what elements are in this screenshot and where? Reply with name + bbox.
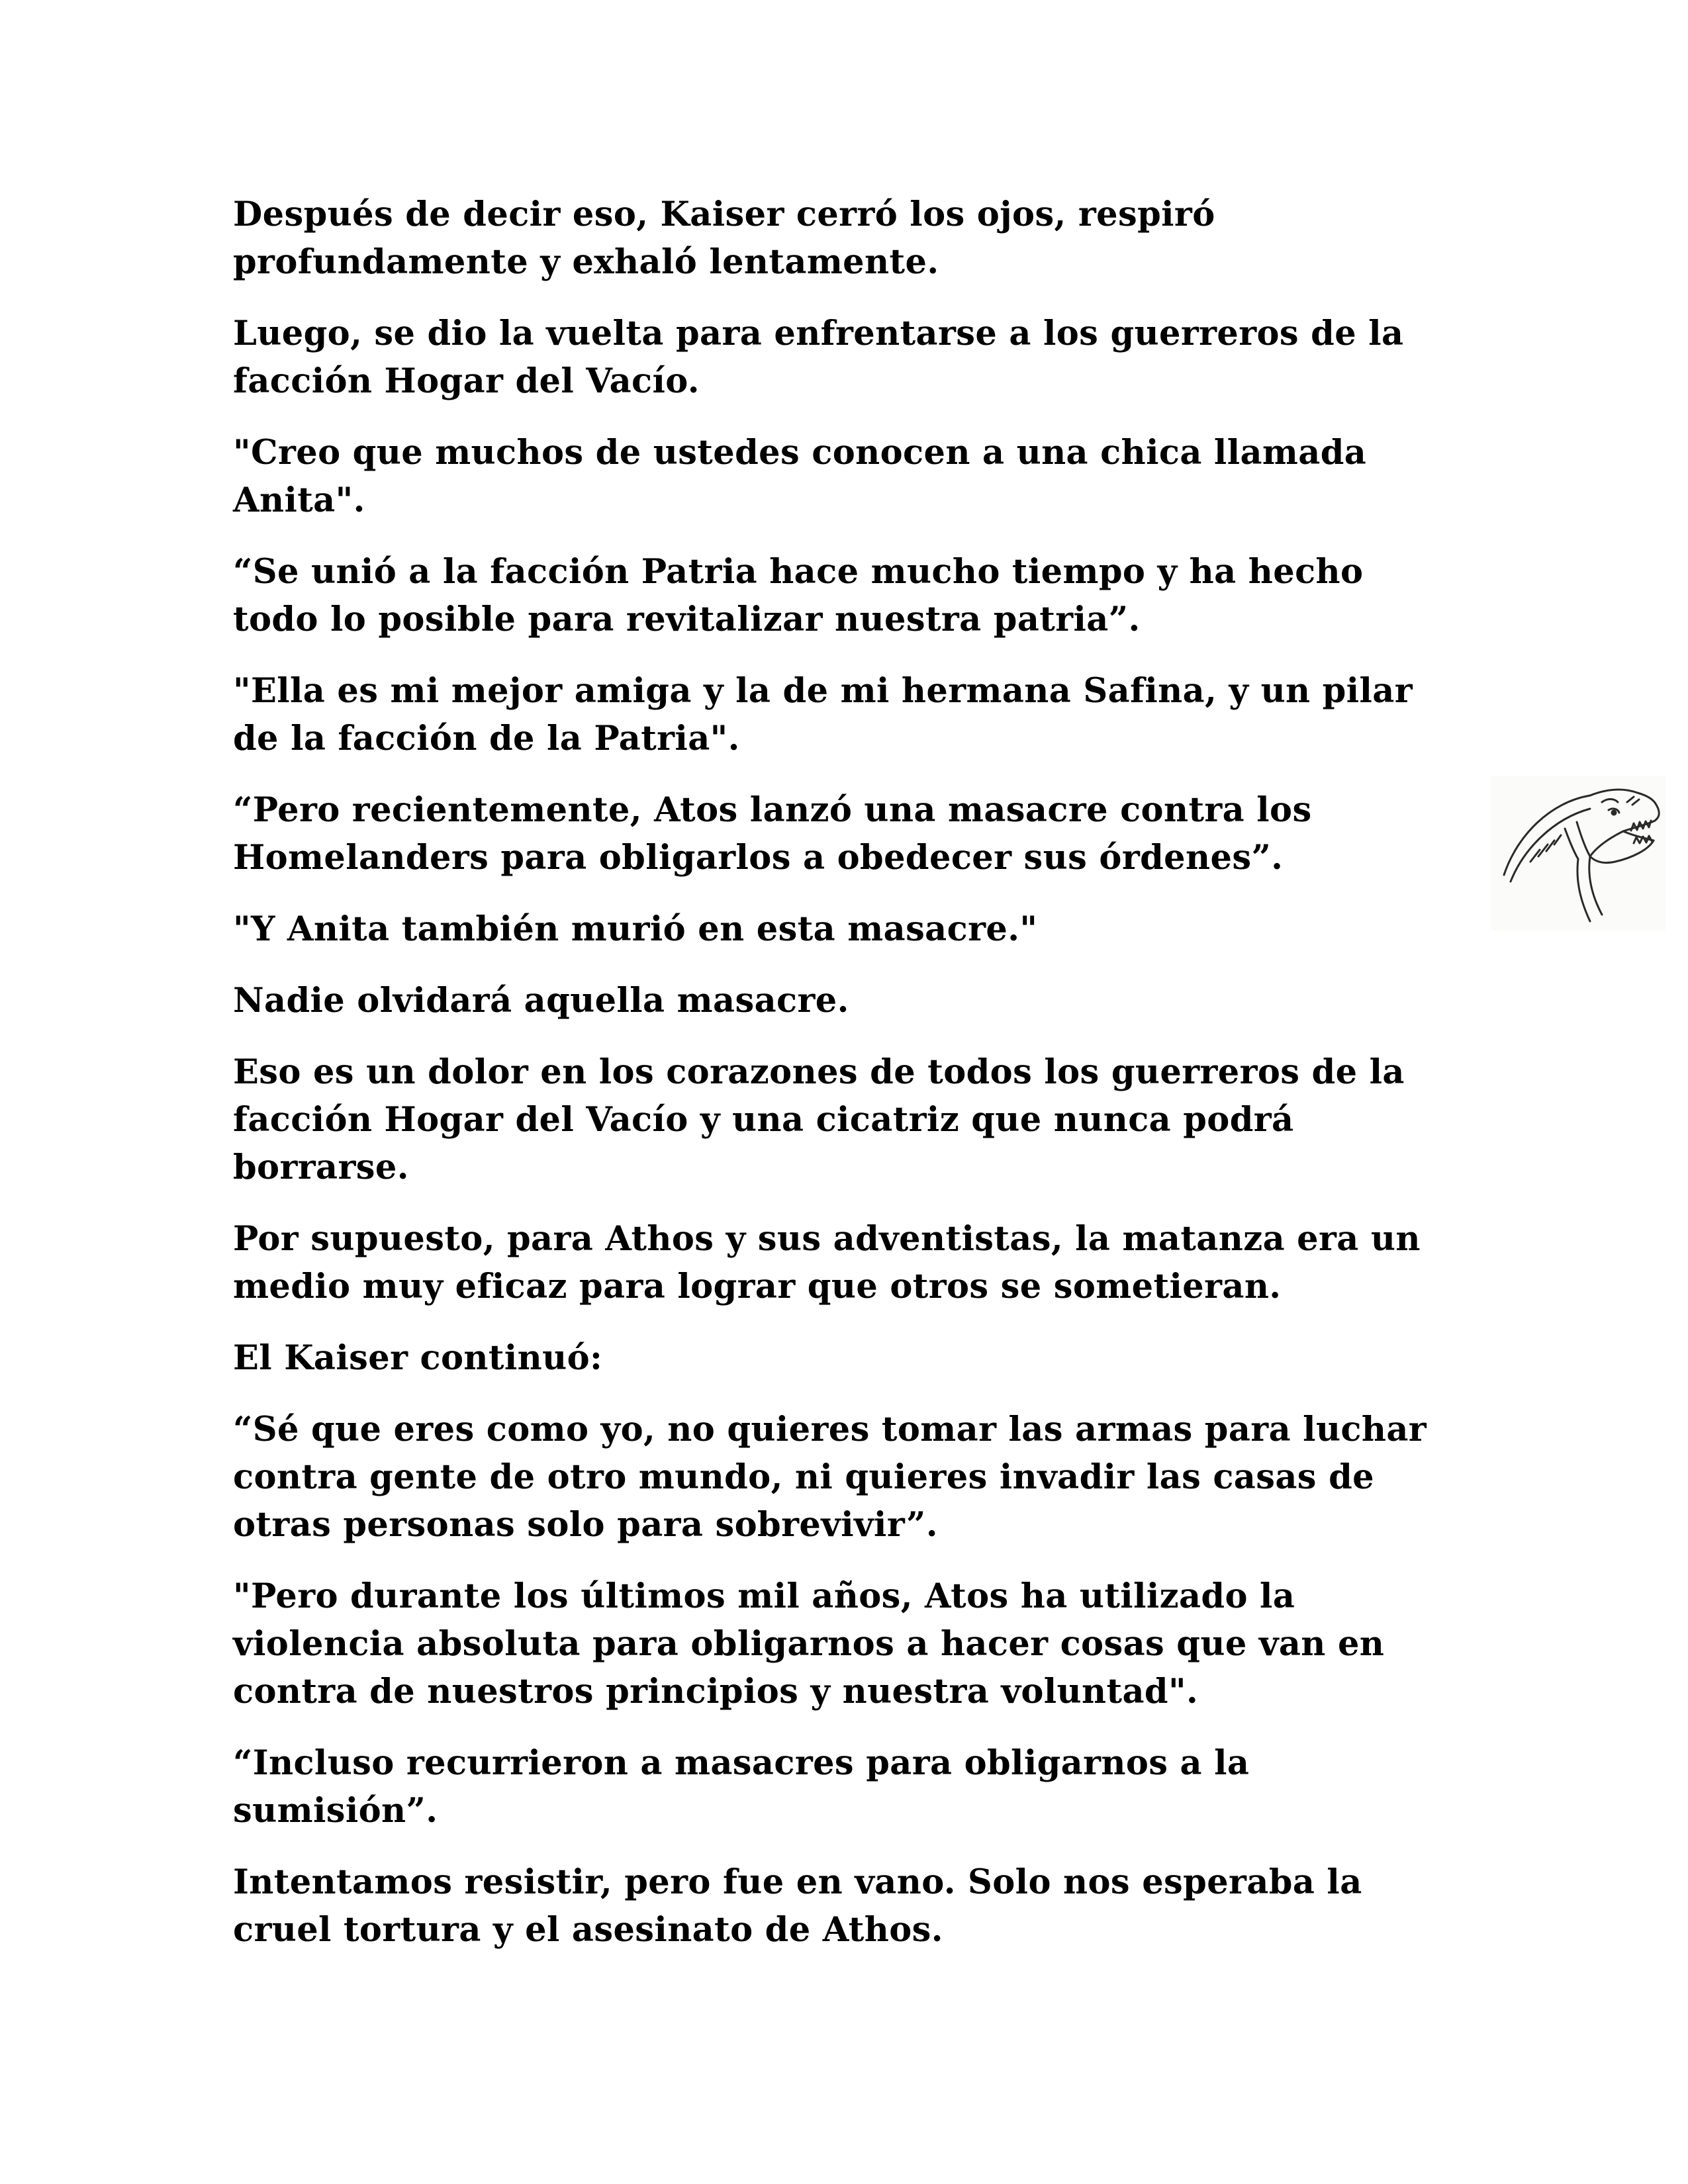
- paragraph: Por supuesto, para Athos y sus adventistas, la matanza era un medio muy eficaz para lograr que otros se sometieran.: [233, 1219, 1421, 1306]
- paragraph: “Incluso recurrieron a masacres para obligarnos a la sumisión”.: [233, 1743, 1250, 1831]
- dinosaur-head-sketch-icon: [1491, 776, 1665, 931]
- paragraph: Después de decir eso, Kaiser cerró los ojos, respiró profundamente y exhaló lentamente.: [233, 195, 1215, 282]
- paragraph: “Se unió a la facción Patria hace mucho tiempo y ha hecho todo lo posible para revitalizar nuestra patria”.: [233, 552, 1364, 639]
- paragraph: Intentamos resistir, pero fue en vano. Solo nos esperaba la cruel tortura y el asesinato de Athos.: [233, 1862, 1362, 1950]
- paragraph: "Creo que muchos de ustedes conocen a una chica llamada Anita".: [233, 433, 1367, 520]
- body-text: [233, 191, 1530, 1978]
- paragraph: "Pero durante los últimos mil años, Atos ha utilizado la violencia absoluta para obligarnos a hacer cosas que van en contra de nuestros principios y nuestra voluntad".: [233, 1576, 1385, 1711]
- paragraph: El Kaiser continuó:: [233, 1338, 603, 1378]
- paragraph: Luego, se dio la vuelta para enfrentarse a los guerreros de la facción Hogar del Vacío.: [233, 314, 1404, 401]
- paragraph: "Ella es mi mejor amiga y la de mi hermana Safina, y un pilar de la facción de la Patria".: [233, 671, 1413, 758]
- paragraph: “Pero recientemente, Atos lanzó una masacre contra los Homelanders para obligarlos a obedecer sus órdenes”.: [233, 790, 1312, 878]
- paragraph: Nadie olvidará aquella masacre.: [233, 981, 849, 1021]
- paragraph: "Y Anita también murió en esta masacre.": [233, 909, 1038, 949]
- paragraph: “Sé que eres como yo, no quieres tomar las armas para luchar contra gente de otro mundo, ni quieres invadir las casas de otras personas solo para sobrevivir”.: [233, 1410, 1427, 1545]
- paragraph: Eso es un dolor en los corazones de todos los guerreros de la facción Hogar del Vacío y una cicatriz que nunca podrá borrarse.: [233, 1052, 1405, 1187]
